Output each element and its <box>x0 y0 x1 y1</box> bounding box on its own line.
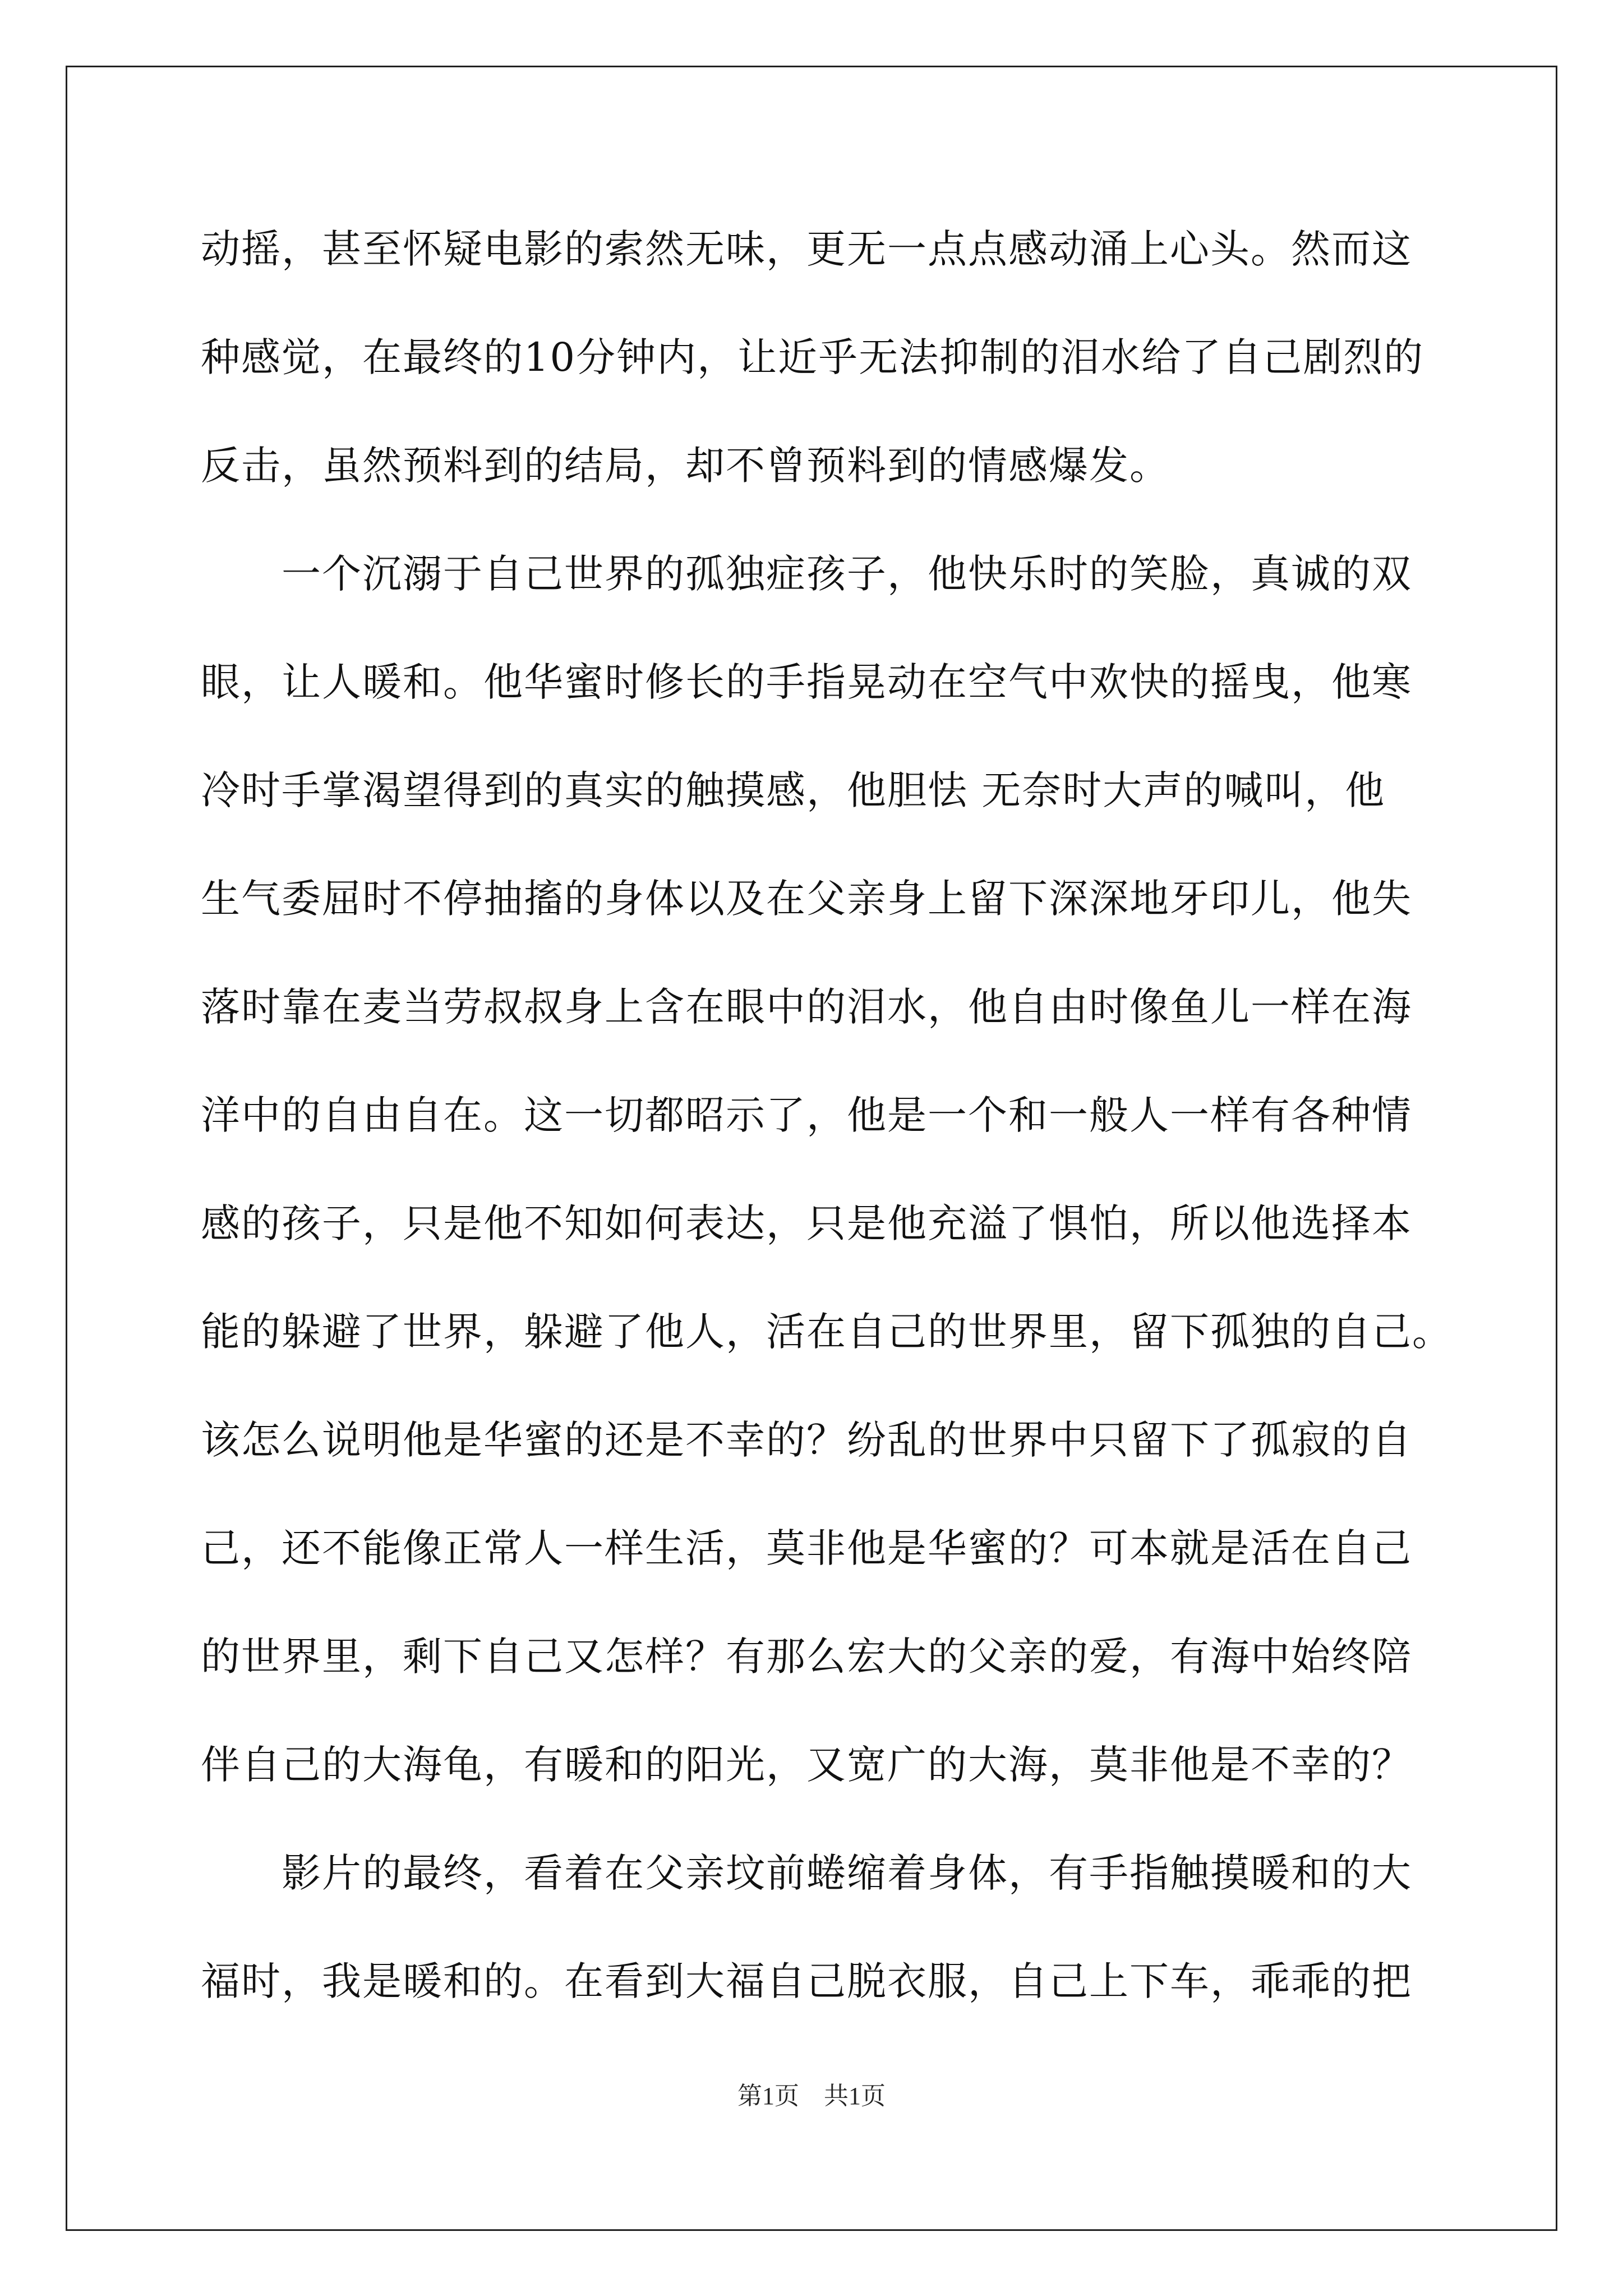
text-line-15: 伴自己的大海龟，有暖和的阳光，又宽广的大海，莫非他是不幸的？ <box>201 1742 1412 1788</box>
text-line-14: 的世界里，剩下自己又怎样？有那么宏大的父亲的爱，有海中始终陪 <box>201 1634 1412 1680</box>
text-line-17: 福时，我是暖和的。在看到大福自己脱衣服，自己上下车，乖乖的把 <box>201 1958 1412 2004</box>
text-line-12: 该怎么说明他是华蜜的还是不幸的？纷乱的世界中只留下了孤寂的自 <box>201 1417 1412 1463</box>
text-line-13: 己，还不能像正常人一样生活，莫非他是华蜜的？可本就是活在自己 <box>201 1525 1412 1571</box>
text-line-10: 感的孩子，只是他不知如何表达，只是他充溢了惧怕，所以他选择本 <box>201 1200 1412 1246</box>
text-line-5: 眼，让人暖和。他华蜜时修长的手指晃动在空气中欢快的摇曳，他寒 <box>201 659 1412 705</box>
text-line-9: 洋中的自由自在。这一切都昭示了，他是一个和一般人一样有各种情 <box>201 1092 1412 1138</box>
text-line-1: 动摇，甚至怀疑电影的索然无味，更无一点点感动涌上心头。然而这 <box>201 226 1412 272</box>
text-line-8: 落时靠在麦当劳叔叔身上含在眼中的泪水，他自由时像鱼儿一样在海 <box>201 984 1412 1030</box>
text-line-2: 种感觉，在最终的10分钟内，让近乎无法抑制的泪水给了自己剧烈的 <box>201 334 1424 380</box>
text-line-16: 影片的最终，看着在父亲坟前蜷缩着身体，有手指触摸暖和的大 <box>201 1850 1412 1896</box>
text-line-11: 能的躲避了世界，躲避了他人，活在自己的世界里，留下孤独的自己。 <box>201 1309 1453 1355</box>
document-body <box>201 195 1453 2036</box>
page-number-footer: 第1页 共1页 <box>737 2082 886 2110</box>
text-line-4: 一个沉溺于自己世界的孤独症孩子，他快乐时的笑脸，真诚的双 <box>201 551 1412 597</box>
text-line-7: 生气委屈时不停抽搐的身体以及在父亲身上留下深深地牙印儿，他失 <box>201 876 1412 922</box>
text-line-3: 反击，虽然预料到的结局，却不曾预料到的情感爆发。 <box>201 443 1170 489</box>
text-line-6: 冷时手掌渴望得到的真实的触摸感，他胆怯 无奈时大声的喊叫，他 <box>201 767 1386 813</box>
